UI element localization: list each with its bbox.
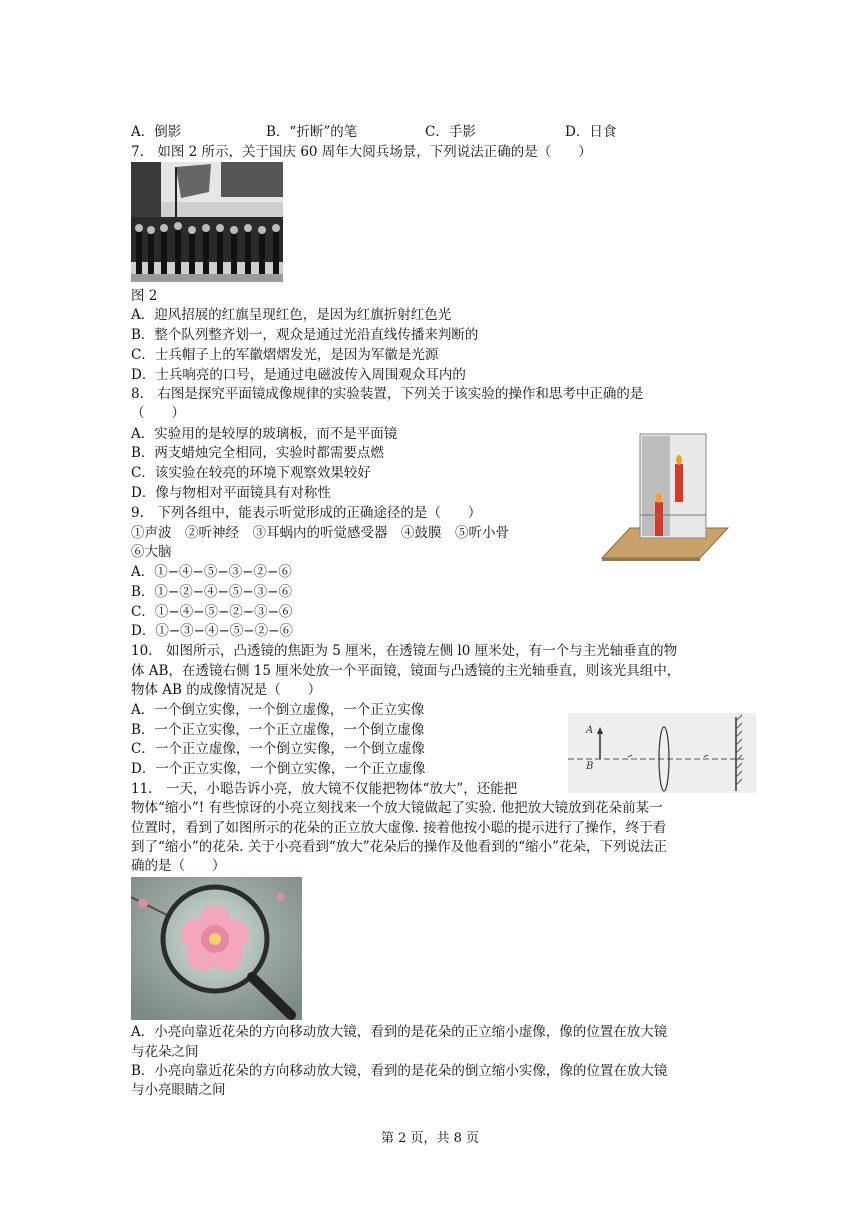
q9-items-line2: ⑥大脑 — [131, 544, 172, 560]
q11-option-a-line1: A．小亮向靠近花朵的方向移动放大镜，看到的是花朵的正立缩小虚像，像的位置在放大镜 — [131, 1024, 668, 1040]
q11-line1: 11. 一天，小聪告诉小亮，放大镜不仅能把物体“放大”，还能把 — [131, 781, 518, 797]
q11-line3: 位置时，看到了如图所示的花朵的正立放大虚像. 接着他按小聪的提示进行了操作，终于看 — [131, 820, 667, 836]
q9-option-c: C．①−④−⑤−②−③−⑥ — [131, 604, 293, 620]
q10-line1: 10. 如图所示，凸透镜的焦距为 5 厘米，在透镜左侧 l0 厘米处，有一个与主光轴垂直的物 — [131, 643, 678, 659]
label-a: A — [586, 725, 594, 736]
q7-stem: 7. 如图 2 所示，关于国庆 60 周年大阅兵场景，下列说法正确的是（ ） — [131, 144, 592, 160]
q8-stem: 8. 右图是探究平面镜成像规律的实验装置，下列关于该实验的操作和思考中正确的是 — [131, 386, 644, 402]
lens-mirror-figure — [568, 713, 756, 793]
q9-option-b: B．①−②−④−⑤−③−⑥ — [131, 584, 292, 600]
q11-option-b-line2: 与小亮眼睛之间 — [131, 1082, 226, 1098]
q11-option-a-line2: 与花朵之间 — [131, 1044, 199, 1060]
q10-option-b: B．一个正立实像，一个正立虚像，一个倒立虚像 — [131, 722, 425, 738]
q8-option-b: B．两支蜡烛完全相同，实验时都需要点燃 — [131, 445, 384, 461]
q10-option-d: D．一个正立实像，一个倒立实像，一个正立虚像 — [131, 761, 426, 777]
q8-option-a: A．实验用的是较厚的玻璃板，而不是平面镜 — [131, 426, 398, 442]
q9-option-d: D．①−③−④−⑤−②−⑥ — [131, 623, 293, 639]
q8-option-c: C．该实验在较亮的环境下观察效果较好 — [131, 465, 371, 481]
q6-option-b: B．“折断”的笔 — [266, 124, 358, 140]
q8-option-d: D．像与物相对平面镜具有对称性 — [131, 485, 331, 501]
q7-option-c: C．士兵帽子上的军徽熠熠发光，是因为军徽是光源 — [131, 347, 439, 363]
q11-line4: 到了“缩小”的花朵. 关于小亮看到“放大”花朵后的操作及他看到的“缩小”花朵，下列说法正 — [131, 839, 667, 855]
mirror-experiment-figure — [600, 430, 730, 562]
q9-option-a: A．①−④−⑤−③−②−⑥ — [131, 564, 292, 580]
parade-photo — [131, 162, 283, 282]
q10-line3: 物体 AB 的成像情况是（ ） — [131, 682, 322, 698]
q7-option-d: D．士兵响亮的口号，是通过电磁波传入周围观众耳内的 — [131, 367, 466, 383]
q11-line5: 确的是（ ） — [131, 858, 226, 874]
q11-line2: 物体“缩小”! 有些惊讶的小亮立刻找来一个放大镜做起了实验. 他把放大镜放到花朵前某一 — [131, 800, 663, 816]
page-footer: 第 2 页，共 8 页 — [380, 1131, 480, 1146]
q6-option-a: A．倒影 — [131, 124, 182, 140]
q10-option-a: A．一个倒立实像，一个倒立虚像，一个正立实像 — [131, 702, 425, 718]
q6-option-d: D．日食 — [565, 124, 617, 140]
q7-option-b: B．整个队列整齐划一，观众是通过光沿直线传播来判断的 — [131, 327, 479, 343]
q9-stem: 9. 下列各组中，能表示听觉形成的正确途径的是（ ） — [131, 505, 482, 521]
q10-option-c: C．一个正立虚像，一个倒立实像，一个倒立虚像 — [131, 741, 425, 757]
q11-option-b-line1: B．小亮向靠近花朵的方向移动放大镜，看到的是花朵的倒立缩小实像，像的位置在放大镜 — [131, 1063, 668, 1079]
q6-option-c: C．手影 — [425, 124, 476, 140]
q7-option-a: A．迎风招展的红旗呈现红色，是因为红旗折射红色光 — [131, 307, 452, 323]
q10-line2: 体 AB，在透镜右侧 15 厘米处放一个平面镜，镜面与凸透镜的主光轴垂直，则该光具组中， — [131, 663, 681, 679]
magnifier-flower-photo — [131, 877, 302, 1020]
q9-items-line1: ①声波 ②听神经 ③耳蜗内的听觉感受器 ④鼓膜 ⑤听小骨 — [131, 525, 509, 541]
figure-caption: 图 2 — [131, 288, 158, 304]
label-b: B — [586, 761, 594, 772]
q8-paren: （ ） — [131, 405, 185, 421]
